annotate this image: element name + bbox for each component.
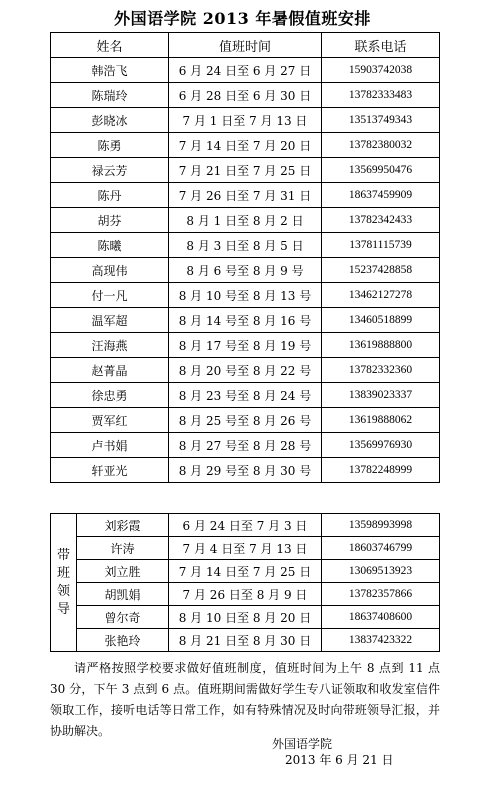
table-row — [51, 83, 440, 108]
cell-time: 8 月 10 号至 8 月 13 号 — [169, 283, 322, 308]
cell-name: 付一凡 — [51, 283, 169, 308]
table-row — [51, 158, 440, 183]
cell-phone: 13782380032 — [322, 133, 440, 158]
cell-phone: 13569976930 — [322, 433, 440, 458]
leader-row-header: 带班领导 — [51, 514, 77, 652]
cell-name: 胡芬 — [51, 208, 169, 233]
table-row — [51, 258, 440, 283]
leader-schedule-table — [50, 513, 440, 652]
cell-time: 7 月 14 日至 7 月 25 日 — [169, 560, 322, 583]
table-row — [51, 358, 440, 383]
table-row — [51, 458, 440, 483]
table-row — [51, 308, 440, 333]
cell-phone: 13598993998 — [322, 514, 440, 537]
cell-name: 汪海燕 — [51, 333, 169, 358]
cell-name: 曾尔奇 — [77, 606, 169, 629]
issue-date: 2013 年 6 月 21 日 — [285, 753, 394, 767]
cell-time: 7 月 21 日至 7 月 25 日 — [169, 158, 322, 183]
cell-phone: 13839023337 — [322, 383, 440, 408]
duty-schedule-table — [50, 32, 440, 483]
cell-name: 陈丹 — [51, 183, 169, 208]
cell-name: 高现伟 — [51, 258, 169, 283]
cell-time: 8 月 23 号至 8 月 24 号 — [169, 383, 322, 408]
cell-phone: 13782248999 — [322, 458, 440, 483]
table-row — [51, 537, 440, 560]
signature: 外国语学院 — [272, 737, 333, 751]
cell-phone: 15237428858 — [322, 258, 440, 283]
table-row — [51, 333, 440, 358]
cell-name: 禄云芳 — [51, 158, 169, 183]
table-row — [51, 629, 440, 652]
notice-paragraph: 请严格按照学校要求做好值班制度，值班时间为上午 8 点到 11 点 30 分，下午 3 点到 6 点。值班期间需做好学生专八证领取和收发室信件领取工作，接听电话等日常工作，如有特殊情况及时向带班领导汇报，并协助解决。 — [50, 661, 440, 738]
cell-time: 8 月 21 日至 8 月 30 日 — [169, 629, 322, 652]
table-row — [51, 560, 440, 583]
cell-time: 7 月 26 日至 8 月 9 日 — [169, 583, 322, 606]
cell-time: 6 月 24 日至 6 月 27 日 — [169, 58, 322, 83]
cell-time: 8 月 6 号至 8 月 9 号 — [169, 258, 322, 283]
table-row — [51, 408, 440, 433]
table-row — [51, 208, 440, 233]
cell-phone: 13460518899 — [322, 308, 440, 333]
table-row — [51, 583, 440, 606]
table-row — [51, 233, 440, 258]
table-row — [51, 433, 440, 458]
cell-name: 卢书娟 — [51, 433, 169, 458]
cell-time: 7 月 26 日至 7 月 31 日 — [169, 183, 322, 208]
cell-name: 张艳玲 — [77, 629, 169, 652]
cell-name: 陈曦 — [51, 233, 169, 258]
table-header-row — [51, 33, 440, 58]
table-row — [51, 133, 440, 158]
cell-name: 彭晓冰 — [51, 108, 169, 133]
cell-phone: 13782332360 — [322, 358, 440, 383]
cell-time: 8 月 10 日至 8 月 20 日 — [169, 606, 322, 629]
cell-phone: 15903742038 — [322, 58, 440, 83]
document-title: 外国语学院 2013 年暑假值班安排 — [114, 9, 371, 28]
cell-time: 8 月 14 号至 8 月 16 号 — [169, 308, 322, 333]
cell-time: 8 月 27 号至 8 月 28 号 — [169, 433, 322, 458]
table-row — [51, 383, 440, 408]
table-row — [51, 606, 440, 629]
table-row — [51, 108, 440, 133]
cell-time: 8 月 1 日至 8 月 2 日 — [169, 208, 322, 233]
cell-time: 8 月 25 号至 8 月 26 号 — [169, 408, 322, 433]
cell-time: 8 月 29 号至 8 月 30 号 — [169, 458, 322, 483]
cell-phone: 13569950476 — [322, 158, 440, 183]
cell-name: 许涛 — [77, 537, 169, 560]
cell-phone: 13782357866 — [322, 583, 440, 606]
table-row — [51, 514, 440, 537]
cell-name: 陈勇 — [51, 133, 169, 158]
cell-phone: 18637408600 — [322, 606, 440, 629]
table-row — [51, 58, 440, 83]
cell-phone: 13069513923 — [322, 560, 440, 583]
cell-phone: 13513749343 — [322, 108, 440, 133]
cell-name: 刘立胜 — [77, 560, 169, 583]
cell-phone: 13837423322 — [322, 629, 440, 652]
cell-phone: 13781115739 — [322, 233, 440, 258]
cell-time: 7 月 14 日至 7 月 20 日 — [169, 133, 322, 158]
cell-time: 8 月 17 号至 8 月 19 号 — [169, 333, 322, 358]
cell-name: 陈瑞玲 — [51, 83, 169, 108]
header-phone: 联系电话 — [322, 33, 440, 58]
cell-name: 刘彩霞 — [77, 514, 169, 537]
cell-phone: 13782333483 — [322, 83, 440, 108]
header-time: 值班时间 — [169, 33, 322, 58]
cell-phone: 18637459909 — [322, 183, 440, 208]
cell-phone: 13619888800 — [322, 333, 440, 358]
table-row — [51, 283, 440, 308]
header-name: 姓名 — [51, 33, 169, 58]
cell-phone: 13619888062 — [322, 408, 440, 433]
cell-time: 8 月 3 日至 8 月 5 日 — [169, 233, 322, 258]
cell-name: 韩浩飞 — [51, 58, 169, 83]
cell-time: 7 月 4 日至 7 月 13 日 — [169, 537, 322, 560]
cell-name: 轩亚光 — [51, 458, 169, 483]
cell-name: 赵菁晶 — [51, 358, 169, 383]
cell-name: 胡凯娟 — [77, 583, 169, 606]
cell-time: 8 月 20 号至 8 月 22 号 — [169, 358, 322, 383]
cell-phone: 13782342433 — [322, 208, 440, 233]
table-row — [51, 183, 440, 208]
cell-name: 徐忠勇 — [51, 383, 169, 408]
cell-time: 7 月 1 日至 7 月 13 日 — [169, 108, 322, 133]
cell-name: 温军超 — [51, 308, 169, 333]
cell-time: 6 月 24 日至 7 月 3 日 — [169, 514, 322, 537]
cell-time: 6 月 28 日至 6 月 30 日 — [169, 83, 322, 108]
cell-name: 贾军红 — [51, 408, 169, 433]
cell-phone: 13462127278 — [322, 283, 440, 308]
cell-phone: 18603746799 — [322, 537, 440, 560]
